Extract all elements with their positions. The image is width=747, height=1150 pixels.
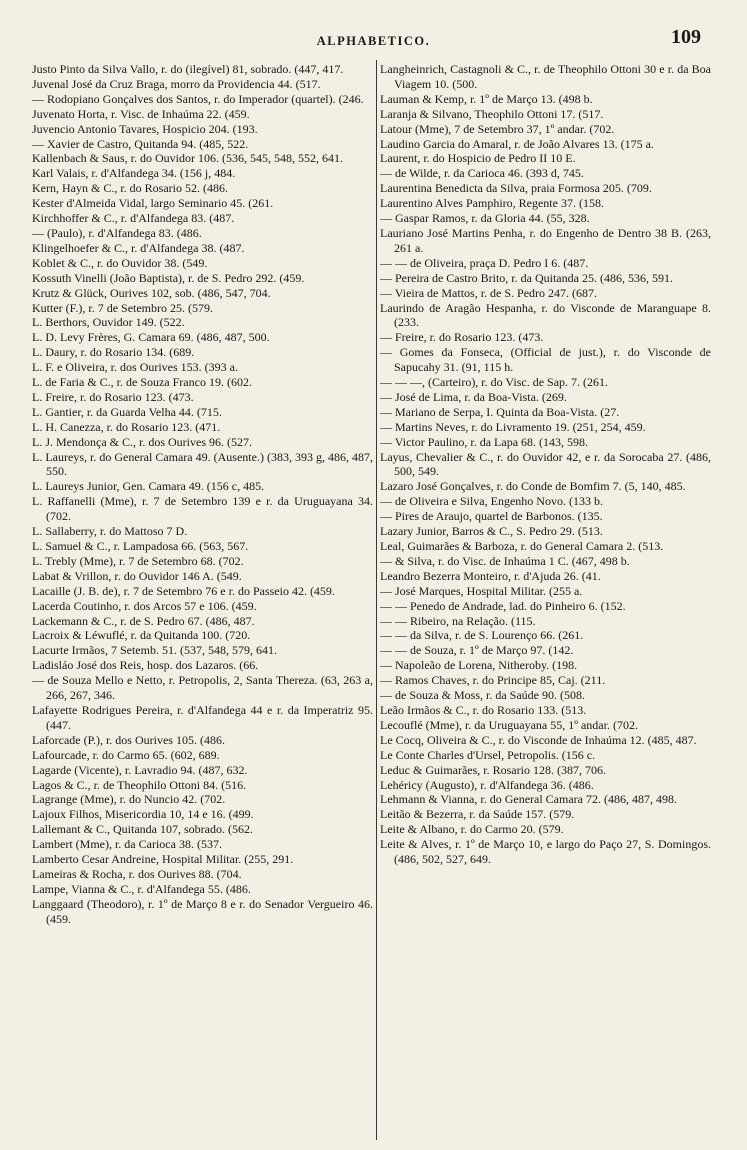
- directory-entry: Kester d'Almeida Vidal, largo Seminario 45. (261.: [32, 196, 274, 211]
- directory-entry: Laurent, r. do Hospicio de Pedro II 10 E.: [380, 151, 576, 166]
- directory-entry: — Pires de Araujo, quartel de Barbonos. (135.: [380, 509, 603, 524]
- directory-entry: Lehmann & Vianna, r. do General Camara 72. (486, 487, 498.: [380, 792, 677, 807]
- directory-entry: Langheinrich, Castagnoli & C., r. de Theophilo Ottoni 30 e r. da Boa Viagem 10. (500.: [380, 62, 711, 91]
- directory-entry: Lambert (Mme), r. da Carioca 38. (537.: [32, 837, 222, 852]
- left-column: [32, 62, 373, 1142]
- directory-entry: Lafourcade, r. do Carmo 65. (602, 689.: [32, 747, 220, 762]
- directory-entry: L. H. Canezza, r. do Rosario 123. (471.: [32, 419, 221, 434]
- page-header: [0, 26, 747, 54]
- directory-entry: — de Wilde, r. da Carioca 46. (393 d, 745.: [380, 166, 584, 181]
- directory-entry: Leitão & Bezerra, r. da Saúde 157. (579.: [380, 807, 575, 822]
- directory-entry: L. Laureys Junior, Gen. Camara 49. (156 c, 485.: [32, 479, 265, 494]
- directory-entry: Lacaille (J. B. de), r. 7 de Setembro 76 e r. do Passeio 42. (459.: [32, 583, 335, 598]
- directory-entry: Laurentina Benedicta da Silva, praia Formosa 205. (709.: [380, 181, 652, 196]
- directory-entry: Kutter (F.), r. 7 de Setembro 25. (579.: [32, 300, 214, 315]
- directory-entry: Laranja & Silvano, Theophilo Ottoni 17. (517.: [380, 106, 604, 121]
- page-title: ALPHABETICO.: [316, 34, 431, 48]
- directory-entry: Krutz & Glück, Ourives 102, sob. (486, 547, 704.: [32, 285, 271, 300]
- directory-entry: L. Freire, r. do Rosario 123. (473.: [32, 389, 194, 404]
- directory-entry: — Victor Paulino, r. da Lapa 68. (143, 598.: [380, 434, 589, 449]
- directory-entry: Lacroix & Léwuflé, r. da Quitanda 100. (720.: [32, 628, 251, 643]
- directory-entry: Leduc & Guimarães, r. Rosario 128. (387, 706.: [380, 762, 606, 777]
- directory-entry: L. Gantier, r. da Guarda Velha 44. (715.: [32, 404, 222, 419]
- column-divider: [376, 60, 377, 1140]
- directory-entry: Koblet & C., r. do Ouvidor 38. (549.: [32, 255, 208, 270]
- directory-entry: — — —, (Carteiro), r. do Visc. de Sap. 7. (261.: [380, 375, 609, 390]
- directory-entry: Lazaro José Gonçalves, r. do Conde de Bomfim 7. (5, 140, 485.: [380, 479, 686, 494]
- directory-entry: Juvencio Antonio Tavares, Hospicio 204. (193.: [32, 121, 258, 136]
- directory-entry: Le Cocq, Oliveira & C., r. do Visconde de Inhaúma 12. (485, 487.: [380, 732, 697, 747]
- directory-entry: Kirchhoffer & C., r. d'Alfandega 83. (487.: [32, 211, 235, 226]
- directory-entry: Kern, Hayn & C., r. do Rosario 52. (486.: [32, 181, 228, 196]
- directory-entry: — Ramos Chaves, r. do Principe 85, Caj. (211.: [380, 673, 606, 688]
- directory-entry: Leandro Bezerra Monteiro, r. d'Ajuda 26. (41.: [380, 568, 601, 583]
- directory-entry: Lamberto Cesar Andreine, Hospital Militar. (255, 291.: [32, 852, 294, 867]
- directory-entry: Le Conte Charles d'Ursel, Petropolis. (156 c.: [380, 747, 596, 762]
- directory-entry: Lauriano José Martins Penha, r. do Engenho de Dentro 38 B. (263, 261 a.: [380, 225, 711, 255]
- directory-entry: Latour (Mme), 7 de Setembro 37, 1º andar. (702.: [380, 121, 615, 136]
- directory-entry: Leite & Alves, r. 1º de Março 10, e largo do Paço 27, S. Domingos. (486, 502, 527, 649.: [380, 837, 711, 867]
- directory-entry: Leite & Albano, r. do Carmo 20. (579.: [380, 822, 564, 837]
- directory-entry: — Rodopiano Gonçalves dos Santos, r. do Imperador (quartel). (246.: [32, 91, 364, 106]
- directory-entry: Lecouflé (Mme), r. da Uruguayana 55, 1º andar. (702.: [380, 717, 638, 732]
- directory-entry: Lagarde (Vicente), r. Lavradio 94. (487, 632.: [32, 762, 248, 777]
- directory-entry: Langgaard (Theodoro), r. 1º de Março 8 e r. do Senador Vergueiro 46. (459.: [32, 896, 373, 926]
- directory-entry: Lampe, Vianna & C., r. d'Alfandega 55. (486.: [32, 881, 251, 896]
- directory-entry: — Gaspar Ramos, r. da Gloria 44. (55, 328.: [380, 211, 590, 226]
- directory-entry: Ladisláo José dos Reis, hosp. dos Lazaros. (66.: [32, 658, 259, 673]
- directory-entry: Juvenal José da Cruz Braga, morro da Providencia 44. (517.: [32, 76, 321, 91]
- directory-entry: Kossuth Vinelli (João Baptista), r. de S. Pedro 292. (459.: [32, 270, 305, 285]
- directory-entry: L. Raffanelli (Mme), r. 7 de Setembro 139 e r. da Uruguayana 34. (702.: [32, 494, 373, 524]
- directory-entry: — Napoleão de Lorena, Nitheroby. (198.: [380, 658, 578, 673]
- directory-entry: Lagrange (Mme), r. do Nuncio 42. (702.: [32, 792, 226, 807]
- directory-entry: Lehéricy (Augusto), r. d'Alfandega 36. (486.: [380, 777, 594, 792]
- page-number: 109: [671, 26, 701, 48]
- directory-entry: Juvenato Horta, r. Visc. de Inhaúma 22. (459.: [32, 106, 250, 121]
- directory-entry: Lafayette Rodrigues Pereira, r. d'Alfandega 44 e r. da Imperatriz 95. (447.: [32, 702, 373, 732]
- directory-entry: Laudino Garcia do Amaral, r. de João Alvares 13. (175 a.: [380, 136, 654, 151]
- right-column: [380, 62, 711, 1142]
- directory-entry: — Freire, r. do Rosario 123. (473.: [380, 330, 544, 345]
- directory-entry: Labat & Vrillon, r. do Ouvidor 146 A. (549.: [32, 568, 242, 583]
- directory-entry: L. de Faria & C., r. de Souza Franco 19. (602.: [32, 375, 252, 390]
- directory-entry: Laurindo de Aragão Hespanha, r. do Visconde de Maranguape 8. (233.: [380, 300, 711, 330]
- directory-entry: Laforcade (P.), r. dos Ourives 105. (486.: [32, 732, 225, 747]
- directory-entry: Laurentino Alves Pamphiro, Regente 37. (158.: [380, 196, 604, 211]
- directory-entry: — — da Silva, r. de S. Lourenço 66. (261.: [380, 628, 584, 643]
- directory-entry: Leão Irmãos & C., r. do Rosario 133. (513.: [380, 702, 587, 717]
- directory-entry: Lazary Junior, Barros & C., S. Pedro 29. (513.: [380, 524, 603, 539]
- directory-entry: — de Souza & Moss, r. da Saúde 90. (508.: [380, 688, 585, 703]
- directory-entry: Lajoux Filhos, Misericordia 10, 14 e 16. (499.: [32, 807, 254, 822]
- directory-entry: — José Marques, Hospital Militar. (255 a.: [380, 583, 583, 598]
- directory-entry: Lallemant & C., Quitanda 107, sobrado. (562.: [32, 822, 253, 837]
- directory-entry: Lauman & Kemp, r. 1º de Março 13. (498 b.: [380, 91, 593, 106]
- directory-entry: Lacurte Irmãos, 7 Setemb. 51. (537, 548, 579, 641.: [32, 643, 277, 658]
- directory-entry: Lagos & C., r. de Theophilo Ottoni 84. (516.: [32, 777, 247, 792]
- directory-entry: L. Samuel & C., r. Lampadosa 66. (563, 567.: [32, 539, 249, 553]
- directory-entry: — — Penedo de Andrade, lad. do Pinheiro 6. (152.: [380, 598, 626, 613]
- directory-entry: Lackemann & C., r. de S. Pedro 67. (486, 487.: [32, 613, 255, 628]
- directory-entry: — — de Souza, r. 1º de Março 97. (142.: [380, 643, 574, 658]
- directory-entry: — Gomes da Fonseca, (Official de just.), r. do Visconde de Sapucahy 31. (91, 115 h.: [380, 345, 711, 375]
- directory-entry: L. F. e Oliveira, r. dos Ourives 153. (393 a.: [32, 360, 239, 375]
- directory-entry: Lameiras & Rocha, r. dos Ourives 88. (704.: [32, 866, 242, 881]
- directory-entry: Lacerda Coutinho, r. dos Arcos 57 e 106. (459.: [32, 598, 257, 613]
- directory-entry: — Martins Neves, r. do Livramento 19. (251, 254, 459.: [380, 419, 646, 434]
- directory-entry: — (Paulo), r. d'Alfandega 83. (486.: [32, 225, 202, 240]
- directory-entry: L. J. Mendonça & C., r. dos Ourives 96. (527.: [32, 434, 252, 449]
- directory-entry: Justo Pinto da Silva Vallo, r. do (ilegível) 81, sobrado. (447, 417.: [32, 62, 344, 76]
- directory-entry: L. Sallaberry, r. do Mattoso 7 D.: [32, 524, 188, 539]
- directory-entry: Leal, Guimarães & Barboza, r. do General Camara 2. (513.: [380, 539, 664, 553]
- directory-entry: — Xavier de Castro, Quitanda 94. (485, 522.: [32, 136, 249, 151]
- directory-entry: L. Laureys, r. do General Camara 49. (Ausente.) (383, 393 g, 486, 487, 550.: [32, 449, 373, 479]
- directory-entry: Kallenbach & Saus, r. do Ouvidor 106. (536, 545, 548, 552, 641.: [32, 151, 343, 166]
- directory-entry: — Pereira de Castro Brito, r. da Quitanda 25. (486, 536, 591.: [380, 270, 673, 285]
- directory-entry: L. Berthors, Ouvidor 149. (522.: [32, 315, 185, 330]
- directory-entry: — — de Oliveira, praça D. Pedro I 6. (487.: [380, 255, 589, 270]
- directory-entry: — & Silva, r. do Visc. de Inhaúma 1 C. (467, 498 b.: [380, 553, 630, 568]
- directory-entry: — José de Lima, r. da Boa-Vista. (269.: [380, 389, 567, 404]
- directory-entry: Layus, Chevalier & C., r. do Ouvidor 42, e r. da Sorocaba 27. (486, 500, 549.: [380, 449, 711, 479]
- directory-entry: Klingelhoefer & C., r. d'Alfandega 38. (487.: [32, 240, 245, 255]
- directory-entry: L. D. Levy Frères, G. Camara 69. (486, 487, 500.: [32, 330, 270, 345]
- directory-entry: L. Trebly (Mme), r. 7 de Setembro 68. (702.: [32, 553, 244, 568]
- directory-entry: — — Ribeiro, na Relação. (115.: [380, 613, 536, 628]
- directory-entry: — Mariano de Serpa, I. Quinta da Boa-Vista. (27.: [380, 404, 620, 419]
- directory-entry: L. Daury, r. do Rosario 134. (689.: [32, 345, 195, 360]
- directory-entry: — Vieira de Mattos, r. de S. Pedro 247. (687.: [380, 285, 598, 300]
- directory-entry: — de Oliveira e Silva, Engenho Novo. (133 b.: [380, 494, 603, 509]
- directory-entry: Karl Valais, r. d'Alfandega 34. (156 j, 484.: [32, 166, 236, 181]
- directory-entry: — de Souza Mello e Netto, r. Petropolis, 2, Santa Thereza. (63, 263 a, 266, 267, 346.: [32, 673, 373, 703]
